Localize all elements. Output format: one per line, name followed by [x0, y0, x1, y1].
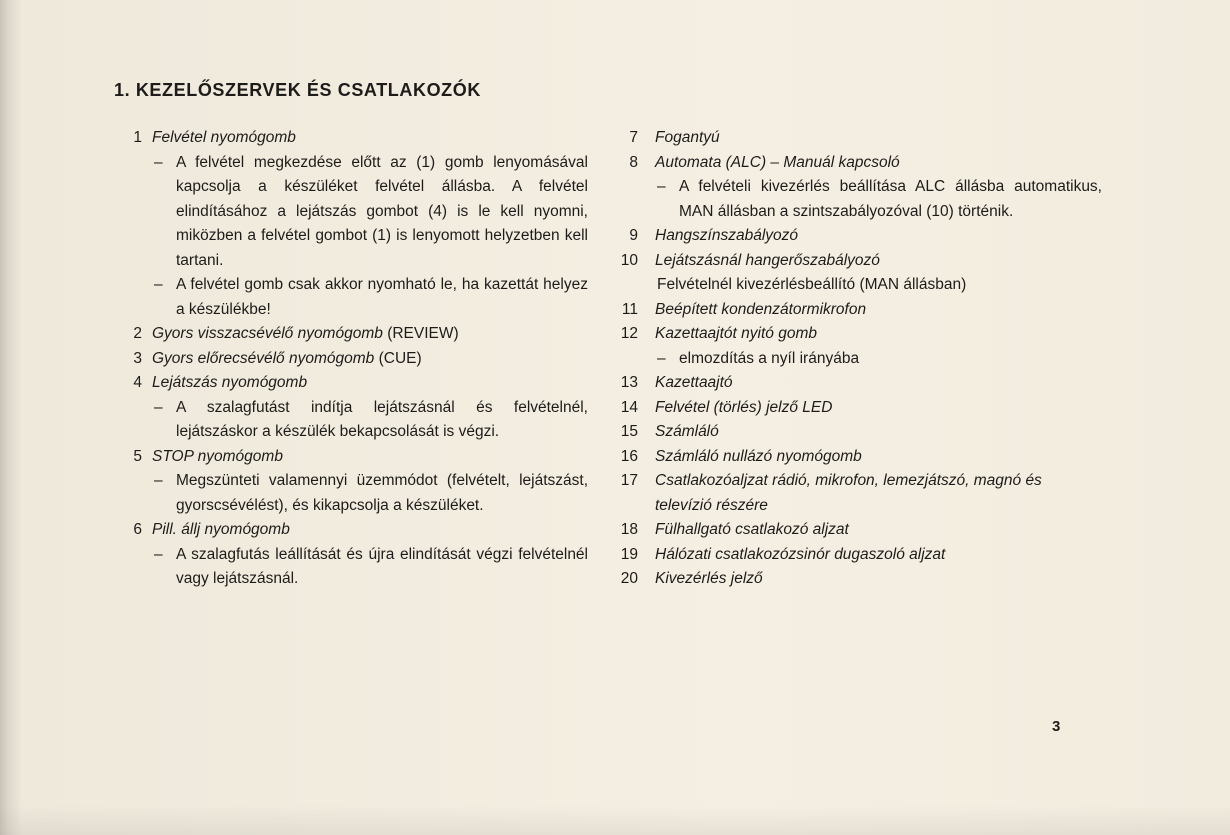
list-item — [128, 126, 588, 151]
list-item — [612, 543, 1102, 568]
controls-list-left — [128, 126, 588, 592]
list-item — [612, 322, 1102, 347]
item-number: 16 — [620, 447, 638, 465]
item-label: STOP nyomógomb — [152, 447, 283, 465]
item-description: – A szalagfutás leállítását és újra elindítását végzi felvételnél vagy lejátszásnál. — [154, 545, 588, 587]
item-label: Gyors előrecsévélő nyomógomb — [152, 349, 375, 367]
item-number: 20 — [620, 570, 638, 587]
item-number: 18 — [620, 521, 638, 538]
item-number: 9 — [629, 227, 638, 244]
item-label: Felvétel nyomógomb — [152, 129, 296, 146]
list-item — [612, 371, 1102, 396]
controls-list-right — [612, 126, 1102, 592]
list-item — [612, 567, 1102, 592]
list-item — [128, 445, 588, 470]
item-number: 2 — [133, 325, 142, 342]
item-label: Kivezérlés jelző — [655, 570, 763, 587]
list-item — [612, 396, 1102, 421]
item-label: Felvétel (törlés) jelző LED — [655, 398, 833, 416]
item-number: 12 — [620, 325, 638, 342]
list-item — [128, 347, 588, 372]
list-item — [612, 249, 1102, 274]
item-number: 6 — [133, 521, 142, 538]
item-description: – A szalagfutást indítja lejátszásnál és felvételnél, lejátszáskor a készülék bekapcsolását is végzi. — [154, 398, 588, 440]
item-label: Beépített kondenzátormikrofon — [655, 300, 867, 318]
item-number: 14 — [620, 398, 638, 416]
item-label: Hangszínszabályozó — [655, 227, 799, 244]
list-item — [128, 518, 588, 543]
list-item — [128, 322, 588, 347]
item-number: 15 — [620, 423, 638, 440]
item-code: (CUE) — [378, 349, 422, 367]
page-number: 3 — [1052, 718, 1061, 735]
list-item — [612, 298, 1102, 323]
item-description: – A felvétel gomb csak akkor nyomható le, ha kazettát helyez a készülékbe! — [154, 276, 588, 318]
item-label: Lejátszás nyomógomb — [152, 374, 308, 391]
list-item — [612, 126, 1102, 151]
list-item — [612, 420, 1102, 445]
item-number: 13 — [620, 374, 638, 391]
item-label: Számláló nullázó nyomógomb — [655, 447, 862, 465]
item-label: Gyors visszacsévélő nyomógomb — [152, 325, 383, 342]
item-code: (REVIEW) — [387, 325, 459, 342]
item-label: Kazettaajtó — [655, 374, 733, 391]
item-label: Hálózati csatlakozózsinór dugaszoló aljzat — [655, 545, 946, 563]
item-description: – Megszünteti valamennyi üzemmódot (felvételt, lejátszást, gyorscsévélést), és kikapcsolja a készüléket. — [154, 472, 588, 514]
item-label: Automata (ALC) – Manuál kapcsoló — [655, 153, 900, 171]
item-description: – A felvételi kivezérlés beállítása ALC állásba automatikus, MAN állásban a szintszabályozóval (10) történik. — [657, 178, 1102, 220]
item-description: Felvételnél kivezérlésbeállító (MAN állásban) — [657, 276, 967, 293]
item-description: – elmozdítás a nyíl irányába — [657, 349, 860, 367]
item-number: 8 — [629, 153, 638, 171]
list-item — [612, 469, 1102, 518]
item-number: 7 — [629, 129, 638, 146]
item-number: 10 — [620, 251, 638, 269]
item-label: Pill. állj nyomógomb — [152, 521, 290, 538]
item-label: Csatlakozóaljzat rádió, mikrofon, lemezjátszó, magnó és televízió részére — [655, 472, 1042, 514]
item-number: 17 — [620, 472, 638, 489]
item-number: 19 — [620, 545, 638, 563]
list-item — [612, 224, 1102, 249]
item-label: Fülhallgató csatlakozó aljzat — [655, 521, 849, 538]
item-label: Kazettaajtót nyitó gomb — [655, 325, 817, 342]
list-item — [612, 151, 1102, 176]
item-description: – A felvétel megkezdése előtt az (1) gomb lenyomásával kapcsolja a készüléket felvétel állásba. A felvétel elindításához a lejátszás gombot (4) is le kell nyomni, miközben a felvétel gombot (1) is lenyomott helyzetben kell tartani. — [154, 153, 588, 269]
item-number: 5 — [133, 447, 142, 465]
item-label: Számláló — [655, 423, 719, 440]
section-heading: 1. KEZELŐSZERVEK ÉS CSATLAKOZÓK — [114, 80, 481, 100]
item-number: 1 — [133, 129, 142, 146]
item-label: Fogantyú — [655, 129, 720, 146]
list-item — [128, 371, 588, 396]
list-item — [612, 445, 1102, 470]
list-item — [612, 518, 1102, 543]
item-number: 3 — [133, 349, 142, 367]
item-number: 4 — [133, 374, 142, 391]
item-label: Lejátszásnál hangerőszabályozó — [655, 251, 880, 269]
item-number: 11 — [621, 300, 638, 318]
